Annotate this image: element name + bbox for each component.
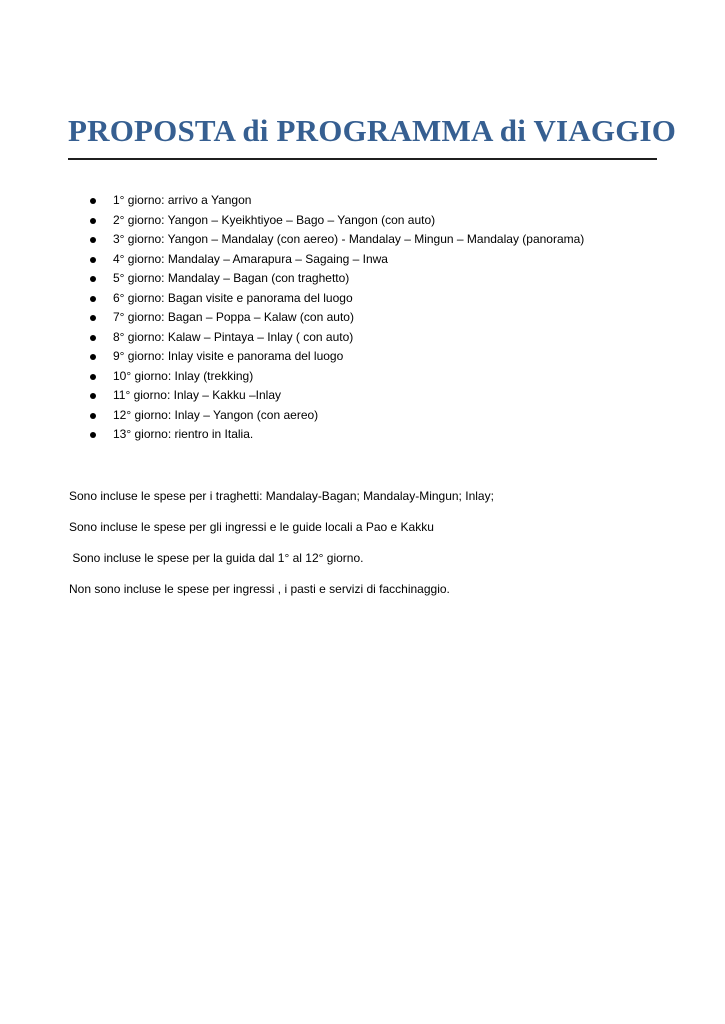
bullet-icon	[90, 257, 96, 263]
bullet-icon	[90, 198, 96, 204]
itinerary-item-day-10	[88, 367, 584, 387]
itinerary-item-text: 1° giorno: arrivo a Yangon	[113, 193, 252, 207]
bullet-icon	[90, 374, 96, 380]
itinerary-item-day-3	[88, 230, 584, 250]
itinerary-item-text: 2° giorno: Yangon – Kyeikhtiyoe – Bago – Yangon (con auto)	[113, 212, 436, 227]
note-entrance-guides: Sono incluse le spese per gli ingressi e le guide locali a Pao e Kakku	[69, 520, 434, 534]
itinerary-item-day-2	[88, 211, 584, 231]
itinerary-item-text: 10° giorno: Inlay (trekking)	[113, 368, 254, 383]
bullet-icon	[90, 432, 96, 438]
itinerary-item-day-11	[88, 386, 584, 406]
itinerary-item-day-5	[88, 269, 584, 289]
bullet-icon	[90, 276, 96, 282]
itinerary-item-day-6	[88, 289, 584, 309]
note-ferry-costs: Sono incluse le spese per i traghetti: Mandalay-Bagan; Mandalay-Mingun; Inlay;	[69, 489, 494, 503]
title-underline-rule	[68, 158, 657, 160]
itinerary-item-text: 12° giorno: Inlay – Yangon (con aereo)	[113, 407, 319, 422]
itinerary-item-day-4	[88, 250, 584, 270]
bullet-icon	[90, 354, 96, 360]
itinerary-item-day-7	[88, 308, 584, 328]
bullet-icon	[90, 393, 96, 399]
bullet-icon	[90, 237, 96, 243]
itinerary-item-day-12	[88, 406, 584, 426]
itinerary-item-text: 9° giorno: Inlay visite e panorama del luogo	[113, 349, 344, 363]
itinerary-item-day-9	[88, 347, 584, 367]
itinerary-item-day-8	[88, 328, 584, 348]
itinerary-list	[88, 191, 584, 445]
bullet-icon	[90, 315, 96, 321]
itinerary-item-text: 7° giorno: Bagan – Poppa – Kalaw (con auto)	[113, 310, 354, 324]
bullet-icon	[90, 296, 96, 302]
itinerary-item-text: 4° giorno: Mandalay – Amarapura – Sagaing – Inwa	[113, 251, 388, 266]
bullet-icon	[90, 218, 96, 224]
itinerary-item-text: 8° giorno: Kalaw – Pintaya – Inlay ( con auto)	[113, 329, 354, 344]
itinerary-item-day-1	[88, 191, 584, 211]
itinerary-item-text: 6° giorno: Bagan visite e panorama del luogo	[113, 290, 353, 305]
bullet-icon	[90, 413, 96, 419]
note-guide-days: Sono incluse le spese per la guida dal 1° al 12° giorno.	[69, 551, 364, 565]
itinerary-item-day-13	[88, 425, 584, 445]
itinerary-item-text: 3° giorno: Yangon – Mandalay (con aereo) - Mandalay – Mingun – Mandalay (panorama)	[113, 232, 585, 246]
page-title: PROPOSTA di PROGRAMMA di VIAGGIO	[68, 113, 677, 148]
itinerary-item-text: 11° giorno: Inlay – Kakku –Inlay	[113, 388, 282, 402]
note-exclusions: Non sono incluse le spese per ingressi , i pasti e servizi di facchinaggio.	[69, 582, 450, 596]
itinerary-item-text: 5° giorno: Mandalay – Bagan (con traghetto)	[113, 271, 350, 285]
bullet-icon	[90, 335, 96, 341]
itinerary-item-text: 13° giorno: rientro in Italia.	[113, 427, 254, 441]
